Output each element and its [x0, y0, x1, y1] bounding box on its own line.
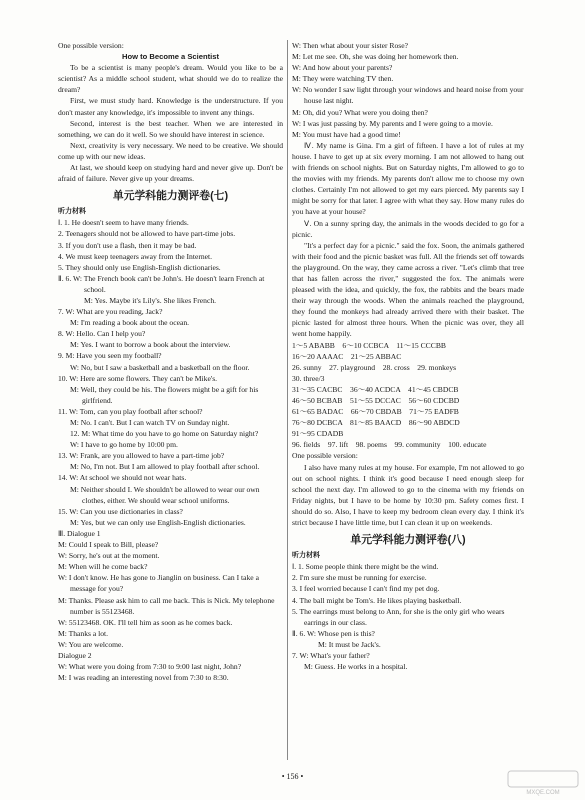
- answer-key: [292, 340, 524, 451]
- text-line: M: No. I can't. But I can watch TV on Sunday night.: [70, 418, 230, 427]
- left-column: [58, 40, 283, 683]
- answer-line: 1～5 ABABB 6～10 CCBCA 11～15 CCCBB: [292, 340, 446, 350]
- text-line: 10. W: Here are some flowers. They can't be Mike's.: [58, 373, 218, 383]
- text-line: M: Could I speak to Bill, please?: [58, 540, 159, 550]
- essay-title: How to Become a Scientist: [121, 52, 220, 62]
- text-line: M: No, I'm not. But I am allowed to play football after school.: [70, 462, 260, 472]
- text-line: W: I was just passing by. My parents and I were going to a movie.: [292, 118, 493, 128]
- passage-paragraph: "It's a perfect day for a picnic." said the fox. Soon, the animals gathered with their food and the picnic basket was full. All the friends set off towards the playground. On the way, they came across a river. "Let's climb that tree that has fallen across the river," suggested the fox. The animals were pleased with the idea, and quickly, the fox, the rabbits and the bears made their way through the woods. When the animals reached the playground, they found the monkeys had already arrived there with their basket. The picnic lasted for almost three hours. When the picnic was over, they all went home happily.: [292, 240, 524, 339]
- essay-paragraph: Second, interest is the best teacher. When we are interested in something, we can do it well. So we should have interest in science.: [58, 118, 283, 139]
- essay-body: [58, 62, 283, 184]
- text-line: M: It must be Jack's.: [318, 639, 381, 649]
- listening-label: 听力材料: [58, 208, 86, 216]
- text-line: 8. W: Hello. Can I help you?: [58, 329, 146, 339]
- text-line: W: You are welcome.: [58, 639, 124, 649]
- text-line: W: What were you doing from 7:30 to 9:00 last night, John?: [58, 662, 242, 672]
- text-line: M: I'm reading a book about the ocean.: [70, 318, 190, 328]
- text-line: 5. The earrings must belong to Ann, for she is the only girl who wears earrings in our class.: [292, 606, 505, 627]
- listening-script-2: [292, 561, 524, 672]
- text-line: 13. W: Frank, are you allowed to have a part-time job?: [58, 451, 225, 461]
- text-line: M: When will he come back?: [58, 562, 148, 572]
- section-title-8: 单元学科能力测评卷(八): [350, 534, 466, 547]
- text-line: 15. W: Can you use dictionaries in class?: [58, 506, 183, 516]
- page-number: • 156 •: [281, 772, 304, 781]
- passage-iv: Ⅳ. My name is Gina. I'm a girl of fifteen. I have a lot of rules at my house. I have to get up at six every morning. I am not allowed to hang out with friends on school nights. But on Saturday nights, I'm allowed to go to the movies with my friends. My parents don't allow me to choose my own clothes. Certainly I'm not allowed to get my ears pierced. My parents say I might be sorry for that later. I agree with what they say. How many rules do you have at your house?: [292, 140, 524, 217]
- text-line: M: Oh, did you? What were you doing then?: [292, 107, 428, 117]
- text-line: M: You must have had a good time!: [292, 129, 401, 139]
- listening-label-2: 听力材料: [292, 552, 320, 560]
- answer-line: 26. sunny 27. playground 28. cross 29. monkeys: [292, 362, 457, 372]
- text-line: 2. I'm sure she must be running for exercise.: [292, 573, 427, 583]
- text-line: M: Thanks. Please ask him to call me back. This is Nick. My telephone number is 55123468.: [58, 595, 275, 616]
- essay-paragraph: At last, we should keep on studying hard and never give up. Don't be afraid of failure. Never give up your dreams.: [58, 163, 283, 184]
- text-line: W: No wonder I saw light through your windows and heard noise from your house last night.: [292, 85, 524, 106]
- answer-line: 76～80 DCBCA 81～85 BAACD 86～90 ABDCD: [292, 418, 460, 428]
- text-line: M: Yes. I want to borrow a book about the interview.: [70, 340, 231, 350]
- text-line: 3. I feel worried because I can't find my pet dog.: [292, 584, 440, 594]
- text-line: Ⅰ. 1. Some people think there might be the wind.: [292, 562, 439, 572]
- answer-line: 31～35 CACBC 36～40 ACDCA 41～45 CBDCB: [292, 384, 459, 394]
- text-line: W: I don't know. He has gone to Jianglin on business. Can I take a message for you?: [58, 573, 259, 594]
- text-line: Ⅰ. 1. He doesn't seem to have many friends.: [58, 218, 189, 228]
- text-line: Ⅲ. Dialogue 1: [58, 528, 101, 538]
- text-line: 7. W: What are you reading, Jack?: [58, 307, 163, 317]
- essay-paragraph: To be a scientist is many people's dream. Would you like to be a scientist? As a middle school student, what should we do to realize the dream?: [58, 63, 283, 95]
- text-line: W: No, but I saw a basketball and a basketball on the floor.: [70, 362, 250, 372]
- text-line: 7. W: What's your father?: [292, 650, 370, 660]
- answer-line: 16～20 AAAAC 21～25 ABBAC: [292, 351, 402, 361]
- text-line: M: Yes. Maybe it's Lily's. She likes French.: [84, 295, 217, 305]
- text-line: 11. W: Tom, can you play football after school?: [58, 406, 203, 416]
- text-line: M: Thanks a lot.: [58, 628, 109, 638]
- text-line: M: I was reading an interesting novel from 7:30 to 8:30.: [58, 673, 229, 683]
- text-line: M: Let me see. Oh, she was doing her homework then.: [292, 52, 459, 62]
- passage-v: [292, 218, 524, 340]
- passage-paragraph: Ⅴ. On a sunny spring day, the animals in the woods decided to go for a picnic.: [292, 218, 524, 239]
- essay-intro-2: One possible version:: [292, 451, 358, 461]
- essay-paragraph: Next, creativity is very necessary. We need to be creative. We should come up with our new ideas.: [58, 140, 283, 161]
- text-line: Ⅱ. 6. W: Whose pen is this?: [292, 628, 375, 638]
- dialogue-continued: [292, 40, 524, 140]
- text-line: 9. M: Have you seen my football?: [58, 351, 162, 361]
- text-line: 4. The ball might be Tom's. He likes playing basketball.: [292, 595, 462, 605]
- answer-line: 91～95 CDADB: [292, 429, 344, 439]
- text-line: M: Guess. He works in a hospital.: [304, 662, 408, 672]
- right-column: [292, 40, 524, 672]
- text-line: M: They were watching TV then.: [292, 74, 394, 84]
- essay-2: I also have many rules at my house. For example, I'm not allowed to go out on school nights. I think it's good because I need enough sleep for school the next day. I'm allowed to go to the cinema with my friends on Friday nights, but I have to be home by 10:30 pm. Safety comes first. I should do so. Also, I have to keep my bedroom clean every day. I think it's strict because I have little time, but I can clean it up on weekends.: [292, 462, 524, 528]
- watermark-logo: [507, 770, 579, 796]
- text-line: W: Then what about your sister Rose?: [292, 41, 408, 50]
- text-line: W: I have to go home by 10:00 pm.: [70, 440, 178, 450]
- text-line: M: Well, they could be his. The flowers might be a gift for his girlfriend.: [70, 384, 259, 405]
- text-line: 3. If you don't use a flash, then it may be bad.: [58, 240, 197, 250]
- text-line: Dialogue 2: [58, 650, 92, 660]
- essay-intro: One possible version:: [58, 41, 124, 50]
- watermark-text: MXQE.COM: [526, 790, 560, 796]
- text-line: 4. We must keep teenagers away from the Internet.: [58, 251, 213, 261]
- text-line: 14. W: At school we should not wear hats.: [58, 473, 187, 483]
- text-line: W: And how about your parents?: [292, 63, 393, 73]
- text-line: W: Sorry, he's out at the moment.: [58, 551, 160, 561]
- text-line: 2. Teenagers should not be allowed to have part-time jobs.: [58, 229, 236, 239]
- answer-line: 61～65 BADAC 66～70 CBDAB 71～75 EADFB: [292, 407, 459, 417]
- column-divider: [287, 40, 288, 760]
- text-line: 5. They should only use English-English dictionaries.: [58, 262, 221, 272]
- listening-script: [58, 217, 283, 683]
- answer-line: 30. three/3: [292, 373, 325, 383]
- text-line: 12. M: What time do you have to go home on Saturday night?: [70, 429, 259, 439]
- answer-line: 96. fields 97. lift 98. poems 99. community 100. educate: [292, 440, 487, 450]
- section-title-7: 单元学科能力测评卷(七): [112, 190, 229, 203]
- essay-paragraph: First, we must study hard. Knowledge is the understructure. If you don't master any knowledge, it's impossible to invent any things.: [58, 96, 283, 117]
- text-line: Ⅱ. 6. W: The French book can't be John's. He doesn't learn French at school.: [58, 273, 265, 294]
- text-line: M: Yes, but we can only use English-English dictionaries.: [70, 517, 246, 527]
- text-line: M: Neither should I. We shouldn't be allowed to wear our own clothes, either. We should wear school uniforms.: [70, 484, 260, 505]
- answer-line: 46～50 BCBAB 51～55 DCCAC 56～60 CDCBD: [292, 396, 460, 405]
- text-line: W: 55123468. OK. I'll tell him as soon as he comes back.: [58, 617, 233, 627]
